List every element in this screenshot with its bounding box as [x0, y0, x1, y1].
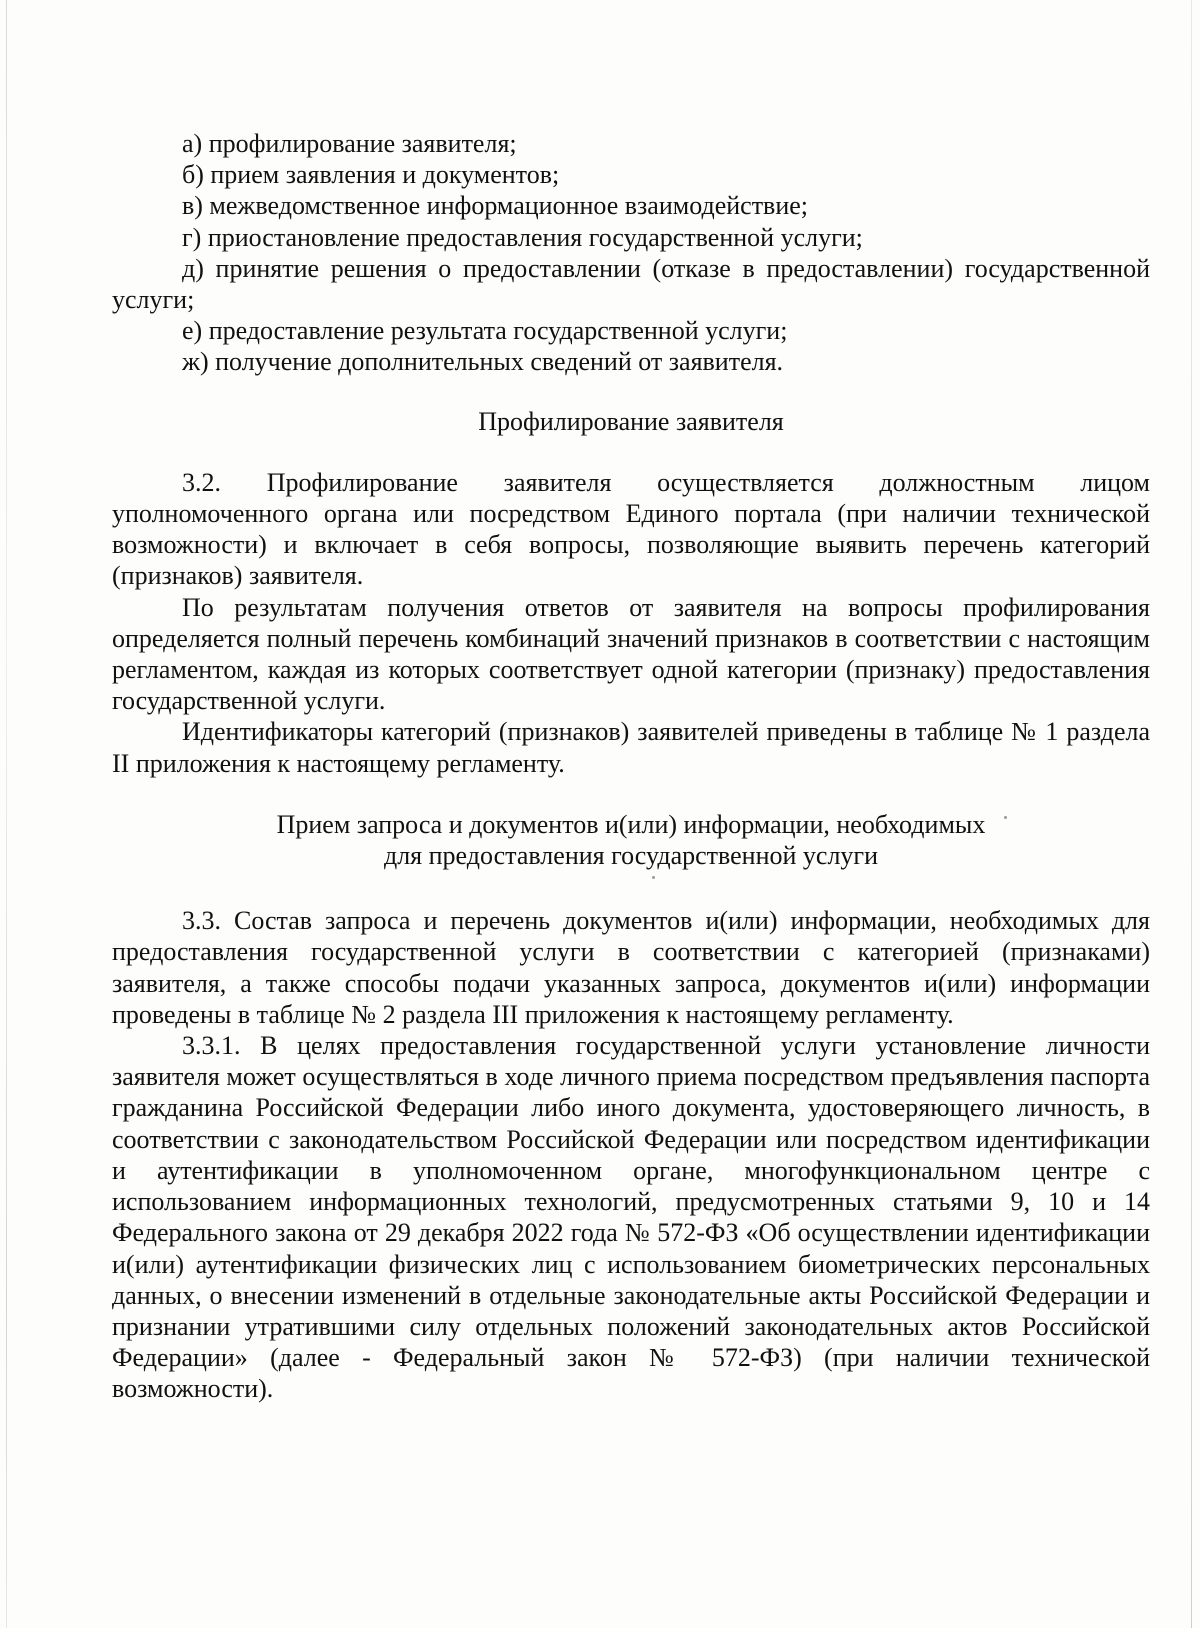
list-item: а) профилирование заявителя;	[182, 129, 517, 158]
list-item: ж) получение дополнительных сведений от заявителя.	[182, 347, 784, 377]
section-heading-line: Прием запроса и документов и(или) информации, необходимых	[276, 809, 986, 839]
document-body	[112, 128, 1150, 1405]
scan-left-edge	[6, 0, 7, 1628]
paragraph: 3.2. Профилирование заявителя осуществляется должностным лицом уполномоченного органа или посредством Единого портала (при наличии технической возможности) и включает в себя вопросы, позволяющие выявить перечень категорий (признаков) заявителя.	[112, 467, 1150, 591]
paragraph: Идентификаторы категорий (признаков) заявителей приведены в таблице № 1 раздела II приложения к настоящему регламенту.	[112, 717, 1150, 778]
scan-right-edge	[1191, 0, 1192, 1628]
section-heading-request	[112, 809, 1150, 871]
section-heading-profiling: Профилирование заявителя	[478, 406, 784, 436]
list-item: е) предоставление результата государственной услуги;	[182, 316, 788, 346]
list-item: б) прием заявления и документов;	[182, 160, 560, 190]
list-item: в) межведомственное информационное взаимодействие;	[182, 191, 809, 221]
stages-list	[112, 128, 1150, 378]
paragraph: 3.3.1. В целях предоставления государственной услуги установление личности заявителя может осуществляться в ходе личного приема посредством предъявления паспорта гражданина Российской Федерации либо иного документа, удостоверяющего личность, в соответствии с законодательством Российской Федерации или посредством идентификации и аутентификации в уполномоченном органе, многофункциональном центре с использованием информационных технологий, предусмотренных статьями 9, 10 и 14 Федерального закона от 29 декабря 2022 года № 572-ФЗ «Об осуществлении идентификации и(или) аутентификации физических лиц с использованием биометрических персональных данных, о внесении изменений в отдельные законодательные акты Российской Федерации и признании утратившими силу отдельных положений законодательных актов Российской Федерации» (далее - Федеральный закон № 572-ФЗ) (при наличии технической возможности).	[112, 1031, 1150, 1404]
paragraph: По результатам получения ответов от заявителя на вопросы профилирования определяется полный перечень комбинаций значений признаков в соответствии с настоящим регламентом, каждая из которых соответствует одной категории (признаку) предоставления государственной услуги.	[112, 592, 1150, 716]
paragraph: 3.3. Состав запроса и перечень документов и(или) информации, необходимых для предоставления государственной услуги в соответствии с категорией (признаками) заявителя, а также способы подачи указанных запроса, документов и(или) информации проведены в таблице № 2 раздела III приложения к настоящему регламенту.	[112, 906, 1150, 1029]
section-heading-line: для предоставления государственной услуги	[383, 841, 879, 871]
list-item: д) принятие решения о предоставлении (отказе в предоставлении) государственной услуги;	[112, 253, 1150, 315]
list-item: г) приостановление предоставления государственной услуги;	[182, 222, 863, 252]
